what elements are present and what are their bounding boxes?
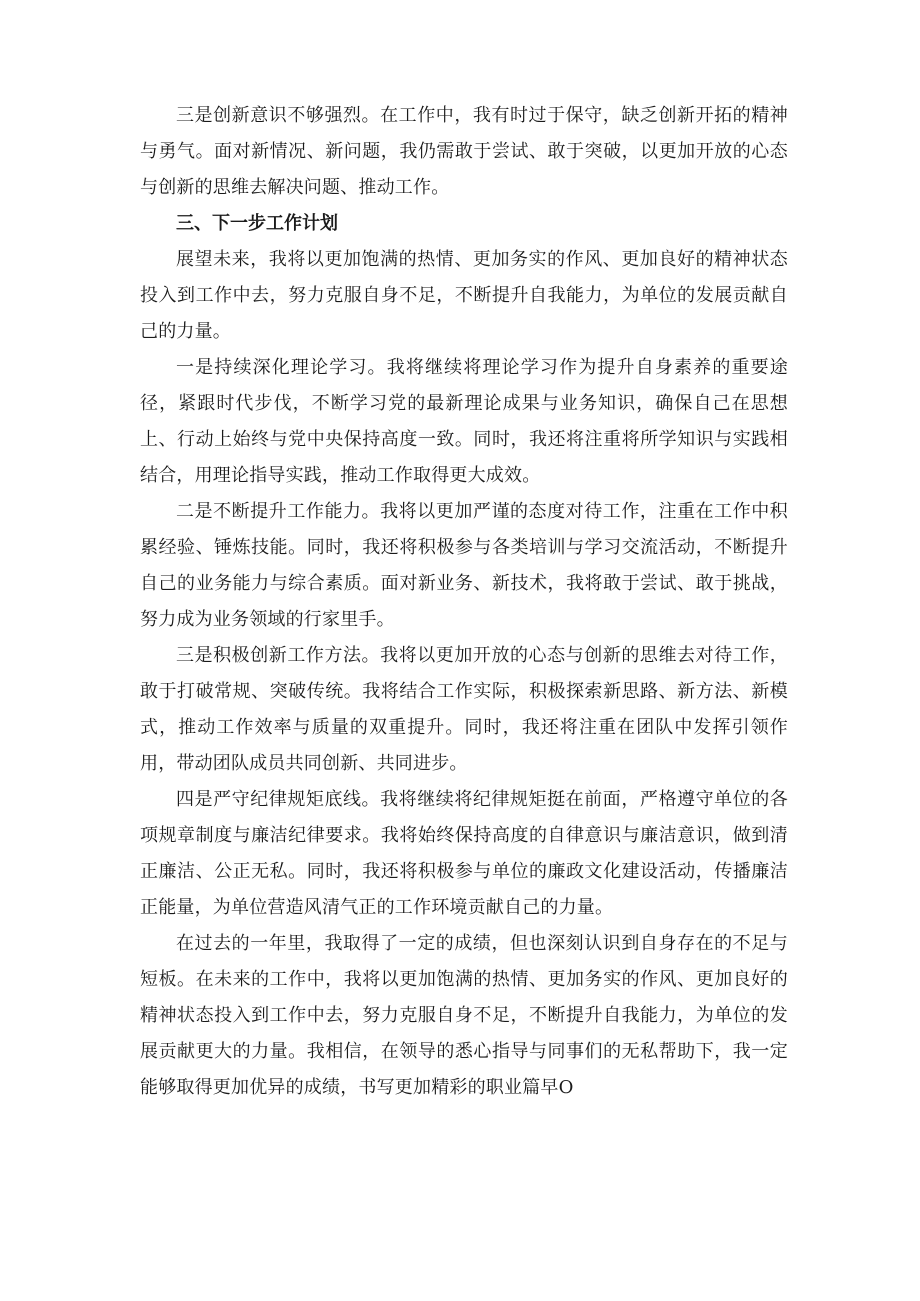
- paragraph-work-ability: 二是不断提升工作能力。我将以更加严谨的态度对待工作，注重在工作中积累经验、锤炼技能。同时，我还将积极参与各类培训与学习交流活动，不断提升自己的业务能力与综合素质。面对新业务、新技术，我将敢于尝试、敢于挑战，努力成为业务领域的行家里手。: [140, 501, 788, 630]
- paragraph-conclusion: 在过去的一年里，我取得了一定的成绩，但也深刻认识到自身存在的不足与短板。在未来的工作中，我将以更加饱满的热情、更加务实的作风、更加良好的精神状态投入到工作中去，努力克服自身不足，不断提升自我能力，为单位的发展贡献更大的力量。我相信，在领导的悉心指导与同事们的无私帮助下，我一定能够取得更加优异的成绩，书写更加精彩的职业篇早O: [140, 933, 788, 1098]
- paragraph-outlook: 展望未来，我将以更加饱满的热情、更加务实的作风、更加良好的精神状态投入到工作中去，努力克服自身不足，不断提升自我能力，为单位的发展贡献自己的力量。: [140, 249, 788, 342]
- paragraph-innovation-awareness: 三是创新意识不够强烈。在工作中，我有时过于保守，缺乏创新开拓的精神与勇气。面对新情况、新问题，我仍需敢于尝试、敢于突破，以更加开放的心态与创新的思维去解决问题、推动工作。: [140, 105, 788, 198]
- document-page: [140, 98, 788, 1106]
- paragraph-discipline: 四是严守纪律规矩底线。我将继续将纪律规矩挺在前面，严格遵守单位的各项规章制度与廉洁纪律要求。我将始终保持高度的自律意识与廉洁意识，做到清正廉洁、公正无私。同时，我还将积极参与单位的廉政文化建设活动，传播廉洁正能量，为单位营造风清气正的工作环境贡献自己的力量。: [140, 789, 788, 918]
- section-heading-next-steps: 三、下一步工作计划: [176, 213, 338, 234]
- paragraph-innovate-methods: 三是积极创新工作方法。我将以更加开放的心态与创新的思维去对待工作，敢于打破常规、突破传统。我将结合工作实际，积极探索新思路、新方法、新模式，推动工作效率与质量的双重提升。同时，我还将注重在团队中发挥引领作用，带动团队成员共同创新、共同进步。: [140, 645, 788, 774]
- paragraph-theory-study: 一是持续深化理论学习。我将继续将理论学习作为提升自身素养的重要途径，紧跟时代步伐，不断学习党的最新理论成果与业务知识，确保自己在思想上、行动上始终与党中央保持高度一致。同时，我还将注重将所学知识与实践相结合，用理论指导实践，推动工作取得更大成效。: [140, 357, 788, 486]
